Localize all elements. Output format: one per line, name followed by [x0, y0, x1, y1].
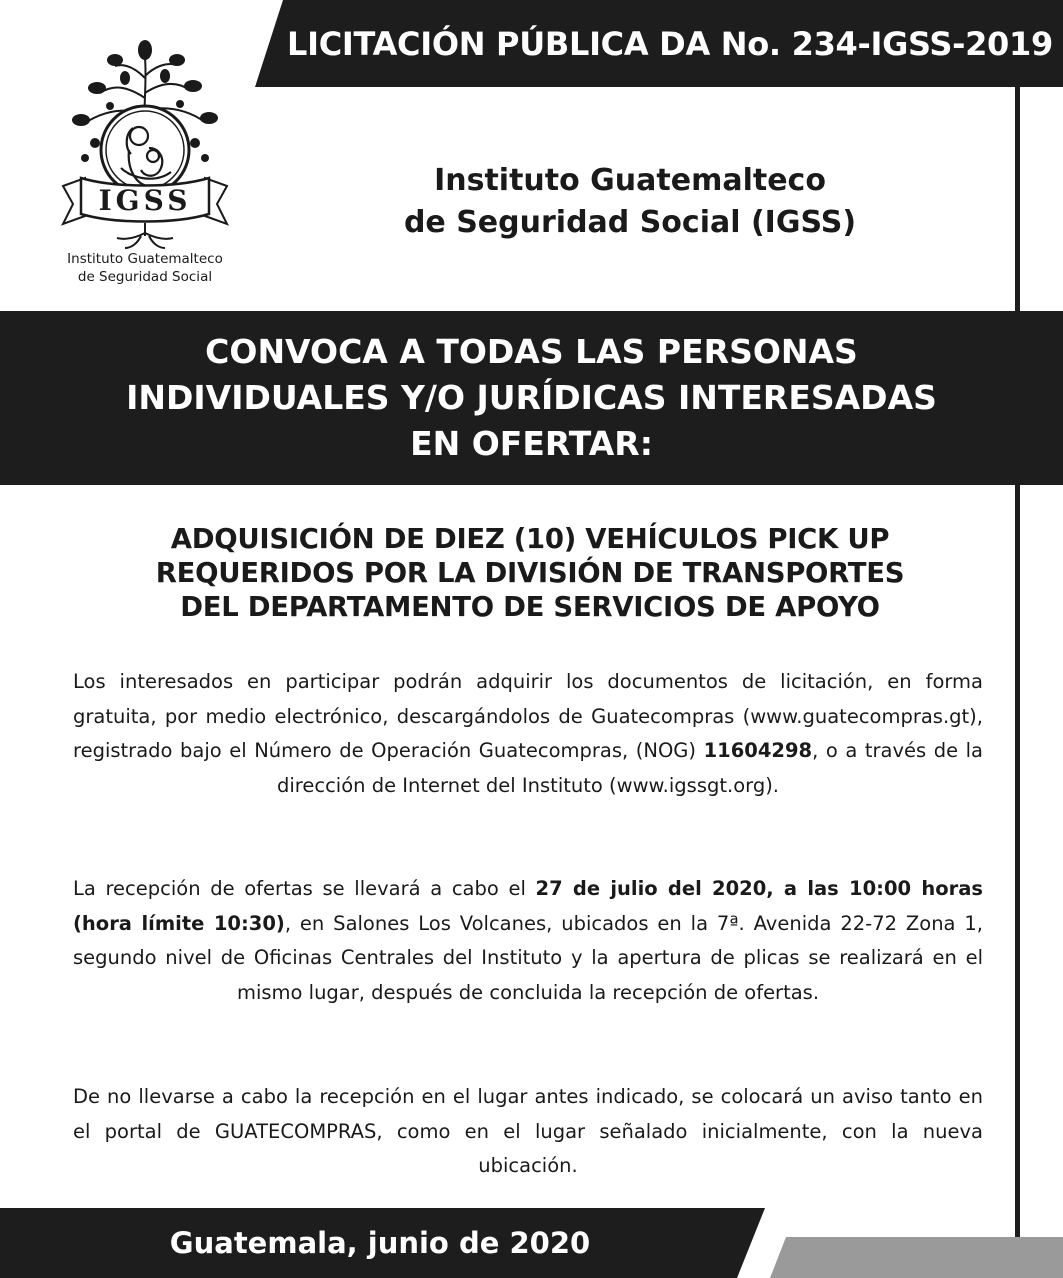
igss-logo: [55, 38, 235, 253]
banner-line: INDIVIDUALES Y/O JURÍDICAS INTERESADAS: [126, 378, 937, 417]
place-date-text: Guatemala, junio de 2020: [169, 1226, 591, 1260]
logo-emblem-text: IGSS: [98, 184, 192, 217]
banner-line: CONVOCA A TODAS LAS PERSONAS: [205, 332, 858, 371]
logo-caption-line: Instituto Guatemalteco: [67, 251, 223, 267]
subject-line: REQUERIDOS POR LA DIVISIÓN DE TRANSPORTES: [155, 557, 905, 589]
frame-line: [1015, 87, 1020, 1237]
subject-line: ADQUISICIÓN DE DIEZ (10) VEHÍCULOS PICK UP: [170, 523, 890, 555]
notice-paragraph: De no llevarse a cabo la recepción en el lugar antes indicado, se colocará un aviso tanto en el portal de GUATECOMPRAS, como en el lugar señalado inicialmente, con la nueva ubicación.: [73, 1085, 983, 1177]
paragraph-text: , o a través de la dirección de Internet del Instituto (www.igssgt.org).: [276, 739, 984, 797]
call-banner-text: [0, 311, 1063, 485]
paragraph-text: , en Salones Los Volcanes, ubicados en la 7ª. Avenida 22-72 Zona 1, segundo nivel de Oficinas Centrales del Instituto y la apertura de plicas se realizará en el mismo lugar, después de concluida la recepción de ofertas.: [73, 911, 983, 1004]
logo-caption: [40, 250, 250, 286]
logo-caption-line: de Seguridad Social: [77, 269, 213, 285]
footer-place-date: [0, 1208, 860, 1278]
paragraph-text: La recepción de ofertas se llevará a cabo el: [73, 877, 536, 900]
documents-paragraph: [73, 665, 983, 803]
reception-paragraph: [73, 872, 983, 1010]
nog-number: 11604298: [703, 739, 813, 762]
reception-date-time: 27 de julio del 2020, a las 10:00 horas (hora límite 10:30): [73, 877, 983, 935]
subject-line: DEL DEPARTAMENTO DE SERVICIOS DE APOYO: [180, 591, 880, 623]
institute-title-line: Instituto Guatemalteco: [434, 163, 826, 198]
institute-title-line: de Seguridad Social (IGSS): [403, 205, 857, 240]
institute-title: [340, 160, 920, 244]
banner-line: EN OFERTAR:: [410, 424, 653, 463]
subject-heading: [40, 522, 1020, 624]
tender-number-title: LICITACIÓN PÚBLICA DA No. 234-IGSS-2019: [287, 24, 1053, 63]
paragraph-text: Los interesados en participar podrán adquirir los documentos de licitación, en forma gratuita, por medio electrónico, descargándolos de Guatecompras (www.guatecompras.gt), registrado bajo el Número de Operación Guatecompras, (NOG): [73, 670, 983, 762]
tree-mother-emblem-icon: [55, 38, 235, 253]
